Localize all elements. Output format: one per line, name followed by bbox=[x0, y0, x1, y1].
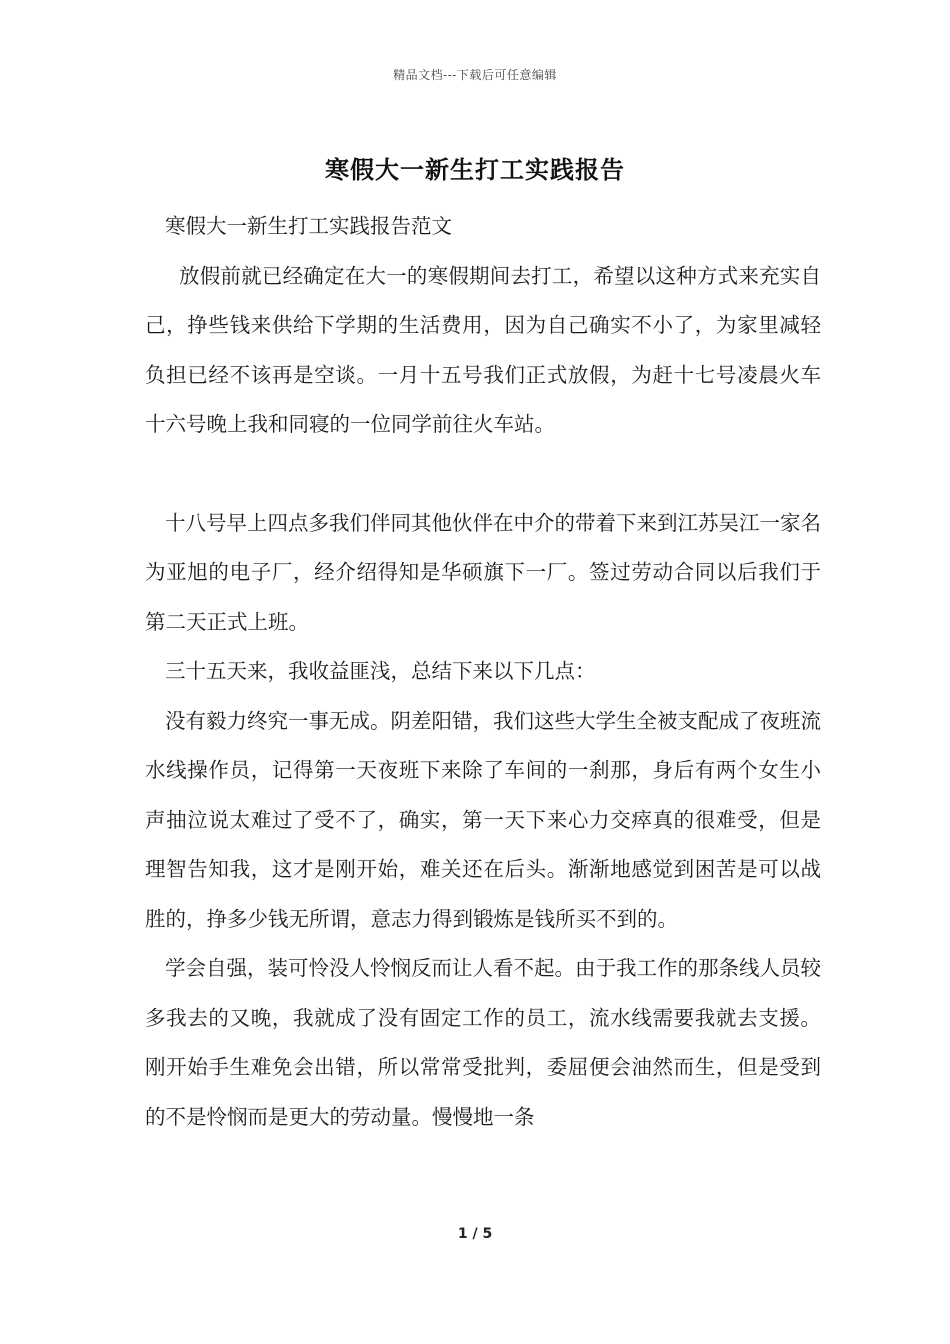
body-paragraph: 学会自强，装可怜没人怜悯反而让人看不起。由于我工作的那条线人员较多我去的又晚，我就成了没有固定工作的员工，流水线需要我就去支援。刚开始手生难免会出错，所以常常受批判，委屈便会油然而生，但是受到的不是怜悯而是更大的劳动量。慢慢地一条 bbox=[145, 956, 821, 1129]
page-current: 1 bbox=[457, 1226, 468, 1242]
page-total: 5 bbox=[482, 1226, 493, 1242]
body-paragraph: 没有毅力终究一事无成。阴差阳错，我们这些大学生全被支配成了夜班流水线操作员，记得第一天夜班下来除了车间的一刹那，身后有两个女生小声抽泣说太难过了受不了，确实，第一天下来心力交瘁真的很难受，但是理智告知我，这才是刚开始，难关还在后头。渐渐地感觉到困苦是可以战胜的，挣多少钱无所谓，意志力得到锻炼是钱所买不到的。 bbox=[145, 708, 821, 931]
body-paragraph: 三十五天来，我收益匪浅，总结下来以下几点： bbox=[165, 659, 596, 683]
page-separator: / bbox=[472, 1226, 478, 1242]
page-header: 精品文档---下载后可任意编辑 bbox=[393, 68, 557, 82]
document-title: 寒假大一新生打工实践报告 bbox=[325, 155, 625, 184]
body-paragraph-subtitle: 寒假大一新生打工实践报告范文 bbox=[165, 214, 452, 238]
body-paragraph: 放假前就已经确定在大一的寒假期间去打工，希望以这种方式来充实自己，挣些钱来供给下学期的生活费用，因为自己确实不小了，为家里减轻负担已经不该再是空谈。一月十五号我们正式放假，为赶十七号凌晨火车十六号晚上我和同寝的一位同学前往火车站。 bbox=[145, 263, 821, 436]
document-body bbox=[145, 202, 821, 1142]
page-number bbox=[0, 1226, 950, 1242]
body-paragraph: 十八号早上四点多我们伴同其他伙伴在中介的带着下来到江苏吴江一家名为亚旭的电子厂，经介绍得知是华硕旗下一厂。签过劳动合同以后我们于第二天正式上班。 bbox=[145, 510, 821, 634]
